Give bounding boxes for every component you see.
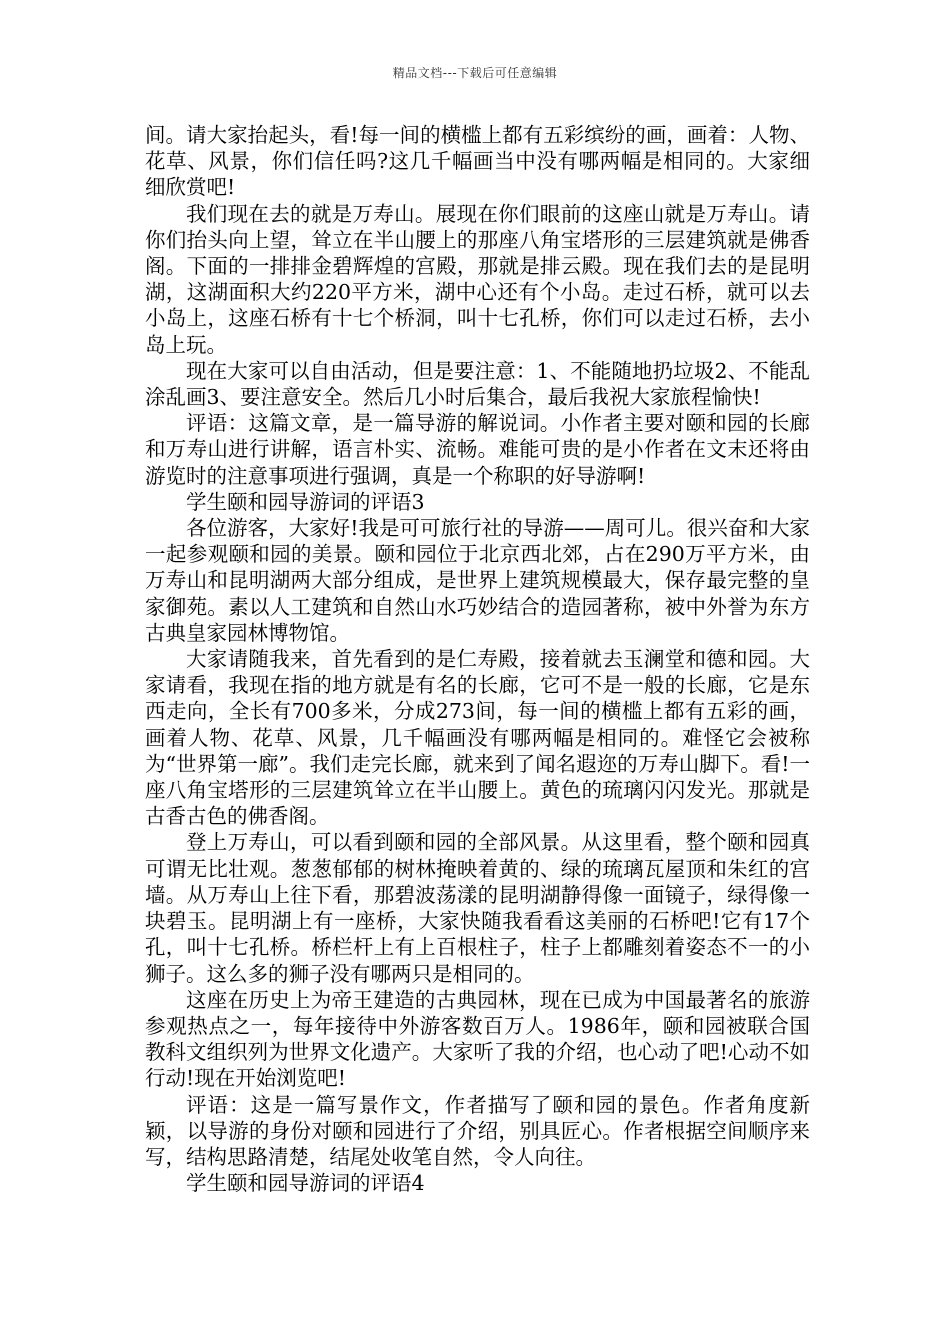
paragraph: 现在大家可以自由活动，但是要注意：1、不能随地扔垃圾2、不能乱涂乱画3、要注意安全。然后几小时后集合，最后我祝大家旅程愉快! (145, 358, 810, 410)
section-heading: 学生颐和园导游词的评语3 (186, 489, 425, 514)
paragraph: 评语：这是一篇写景作文，作者描写了颐和园的景色。作者角度新颖，以导游的身份对颐和园进行了介绍，别具匠心。作者根据空间顺序来写，结构思路清楚，结尾处收笔自然，令人向往。 (145, 1092, 810, 1169)
paragraph: 登上万寿山，可以看到颐和园的全部风景。从这里看，整个颐和园真可谓无比壮观。葱葱郁郁的树林掩映着黄的、绿的琉璃瓦屋顶和朱红的宫墙。从万寿山上往下看，那碧波荡漾的昆明湖静得像一面镜子，绿得像一块碧玉。昆明湖上有一座桥，大家快随我看看这美丽的石桥吧!它有17个孔，叫十七孔桥。桥栏杆上有上百根柱子，柱子上都雕刻着姿态不一的小狮子。这么多的狮子没有哪两只是相同的。 (145, 830, 810, 986)
page-header: 精品文档---下载后可任意编辑 (392, 66, 558, 80)
paragraph: 大家请随我来，首先看到的是仁寿殿，接着就去玉澜堂和德和园。大家请看，我现在指的地方就是有名的长廊，它可不是一般的长廊，它是东西走向，全长有700多米，分成273间，每一间的横槛上都有五彩的画，画着人物、花草、风景，几千幅画没有哪两幅是相同的。难怪它会被称为“世界第一廊”。我们走完长廊，就来到了闻名遐迩的万寿山脚下。看!一座八角宝塔形的三层建筑耸立在半山腰上。黄色的琉璃闪闪发光。那就是古香古色的佛香阁。 (145, 647, 810, 829)
paragraph: 各位游客，大家好!我是可可旅行社的导游——周可儿。很兴奋和大家一起参观颐和园的美景。颐和园位于北京西北郊，占在290万平方米，由万寿山和昆明湖两大部分组成，是世界上建筑规模最大，保存最完整的皇家御苑。素以人工建筑和自然山水巧妙结合的造园著称，被中外誉为东方古典皇家园林博物馆。 (145, 516, 810, 645)
document-body (145, 122, 810, 1196)
paragraph: 我们现在去的就是万寿山。展现在你们眼前的这座山就是万寿山。请你们抬头向上望，耸立在半山腰上的那座八角宝塔形的三层建筑就是佛香阁。下面的一排排金碧辉煌的宫殿，那就是排云殿。现在我们去的是昆明湖，这湖面积大约220平方米，湖中心还有个小岛。走过石桥，就可以去小岛上，这座石桥有十七个桥洞，叫十七孔桥，你们可以走过石桥，去小岛上玩。 (145, 201, 810, 357)
paragraph: 这座在历史上为帝王建造的古典园林，现在已成为中国最著名的旅游参观热点之一，每年接待中外游客数百万人。1986年，颐和园被联合国教科文组织列为世界文化遗产。大家听了我的介绍，也心动了吧!心动不如行动!现在开始浏览吧! (145, 987, 810, 1091)
paragraph: 间。请大家抬起头，看!每一间的横槛上都有五彩缤纷的画，画着：人物、花草、风景，你们信任吗?这几千幅画当中没有哪两幅是相同的。大家细细欣赏吧! (145, 123, 810, 200)
paragraph: 评语：这篇文章，是一篇导游的解说词。小作者主要对颐和园的长廊和万寿山进行讲解，语言朴实、流畅。难能可贵的是小作者在文末还将由游览时的注意事项进行强调，真是一个称职的好导游啊! (145, 411, 810, 488)
section-heading: 学生颐和园导游词的评语4 (186, 1171, 425, 1196)
